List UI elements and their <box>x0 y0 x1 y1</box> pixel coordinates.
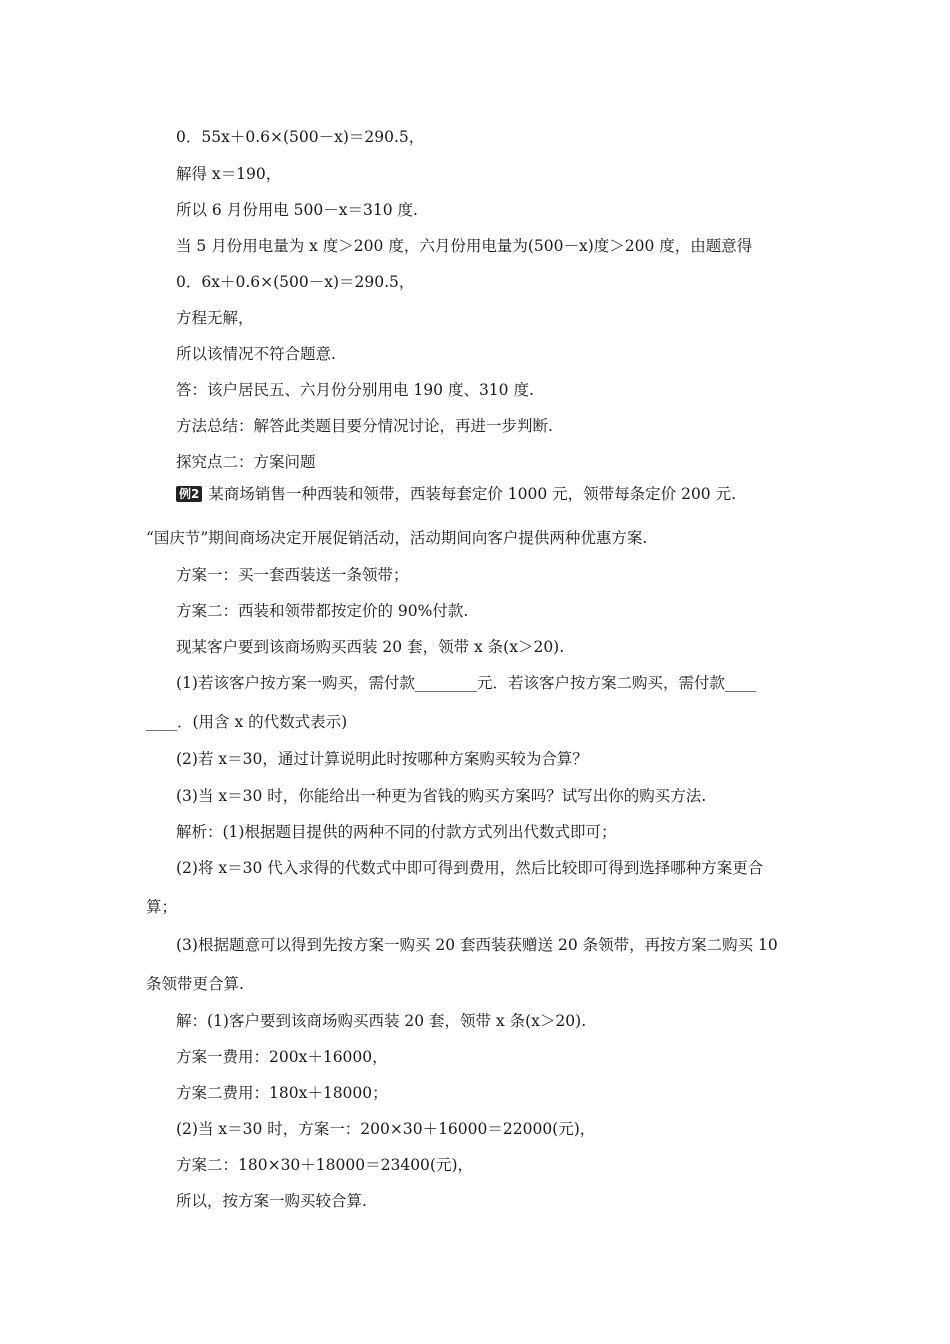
analysis-line: 算； <box>146 898 178 916</box>
equation-line: 0．6x＋0.6×(500－x)＝290.5， <box>176 273 415 291</box>
solution-line: (2)当 x＝30 时，方案一：200×30＋16000＝22000(元)， <box>176 1120 596 1138</box>
question-1: (1)若该客户按方案一购买，需付款________元．若该客户按方案二购买，需付款____ <box>176 674 756 692</box>
solution-line: 方案二费用：180x＋18000； <box>176 1084 388 1102</box>
example-badge: 例2 <box>176 486 202 502</box>
text-line: 当 5 月份用电量为 x 度＞200 度，六月份用电量为(500－x)度＞200 度，由题意得 <box>176 237 753 255</box>
text-line: 方程无解， <box>176 309 254 327</box>
answer-line: 答：该户居民五、六月份分别用电 190 度、310 度. <box>176 381 534 399</box>
method-summary: 方法总结：解答此类题目要分情况讨论，再进一步判断. <box>176 417 553 435</box>
analysis-line: 条领带更合算. <box>146 975 244 993</box>
example-line <box>176 484 736 504</box>
analysis-line: 解析：(1)根据题目提供的两种不同的付款方式列出代数式即可； <box>176 823 617 841</box>
plan-two: 方案二：西装和领带都按定价的 90%付款. <box>176 602 469 620</box>
text-line: 所以 6 月份用电 500－x＝310 度. <box>176 201 418 219</box>
solution-line: 所以，按方案一购买较合算. <box>176 1192 367 1210</box>
section-heading: 探究点二：方案问题 <box>176 453 316 471</box>
solution-line: 方案二：180×30＋18000＝23400(元)， <box>176 1156 474 1174</box>
example-text: 某商场销售一种西装和领带，西装每套定价 1000 元，领带每条定价 200 元. <box>208 485 737 503</box>
question-2: (2)若 x＝30，通过计算说明此时按哪种方案购买较为合算？ <box>176 750 588 768</box>
equation-line: 0．55x＋0.6×(500－x)＝290.5， <box>176 128 425 146</box>
plan-one: 方案一：买一套西装送一条领带； <box>176 566 409 584</box>
question-3: (3)当 x＝30 时，你能给出一种更为省钱的购买方案吗？试写出你的购买方法. <box>176 787 707 805</box>
text-line: “国庆节”期间商场决定开展促销活动，活动期间向客户提供两种优惠方案. <box>146 529 648 547</box>
analysis-line: (3)根据题意可以得到先按方案一购买 20 套西装获赠送 20 条领带，再按方案二购买 10 <box>176 936 778 954</box>
solution-line: 解：(1)客户要到该商场购买西装 20 套，领带 x 条(x＞20). <box>176 1012 587 1030</box>
text-line: 所以该情况不符合题意. <box>176 345 336 363</box>
solution-line: 方案一费用：200x＋16000， <box>176 1048 388 1066</box>
text-line: 现某客户要到该商场购买西装 20 套，领带 x 条(x＞20). <box>176 638 565 656</box>
question-1-cont: ____．(用含 x 的代数式表示) <box>146 713 348 731</box>
analysis-line: (2)将 x＝30 代入求得的代数式中即可得到费用，然后比较即可得到选择哪种方案更合 <box>176 859 764 877</box>
text-line: 解得 x＝190， <box>176 165 282 183</box>
